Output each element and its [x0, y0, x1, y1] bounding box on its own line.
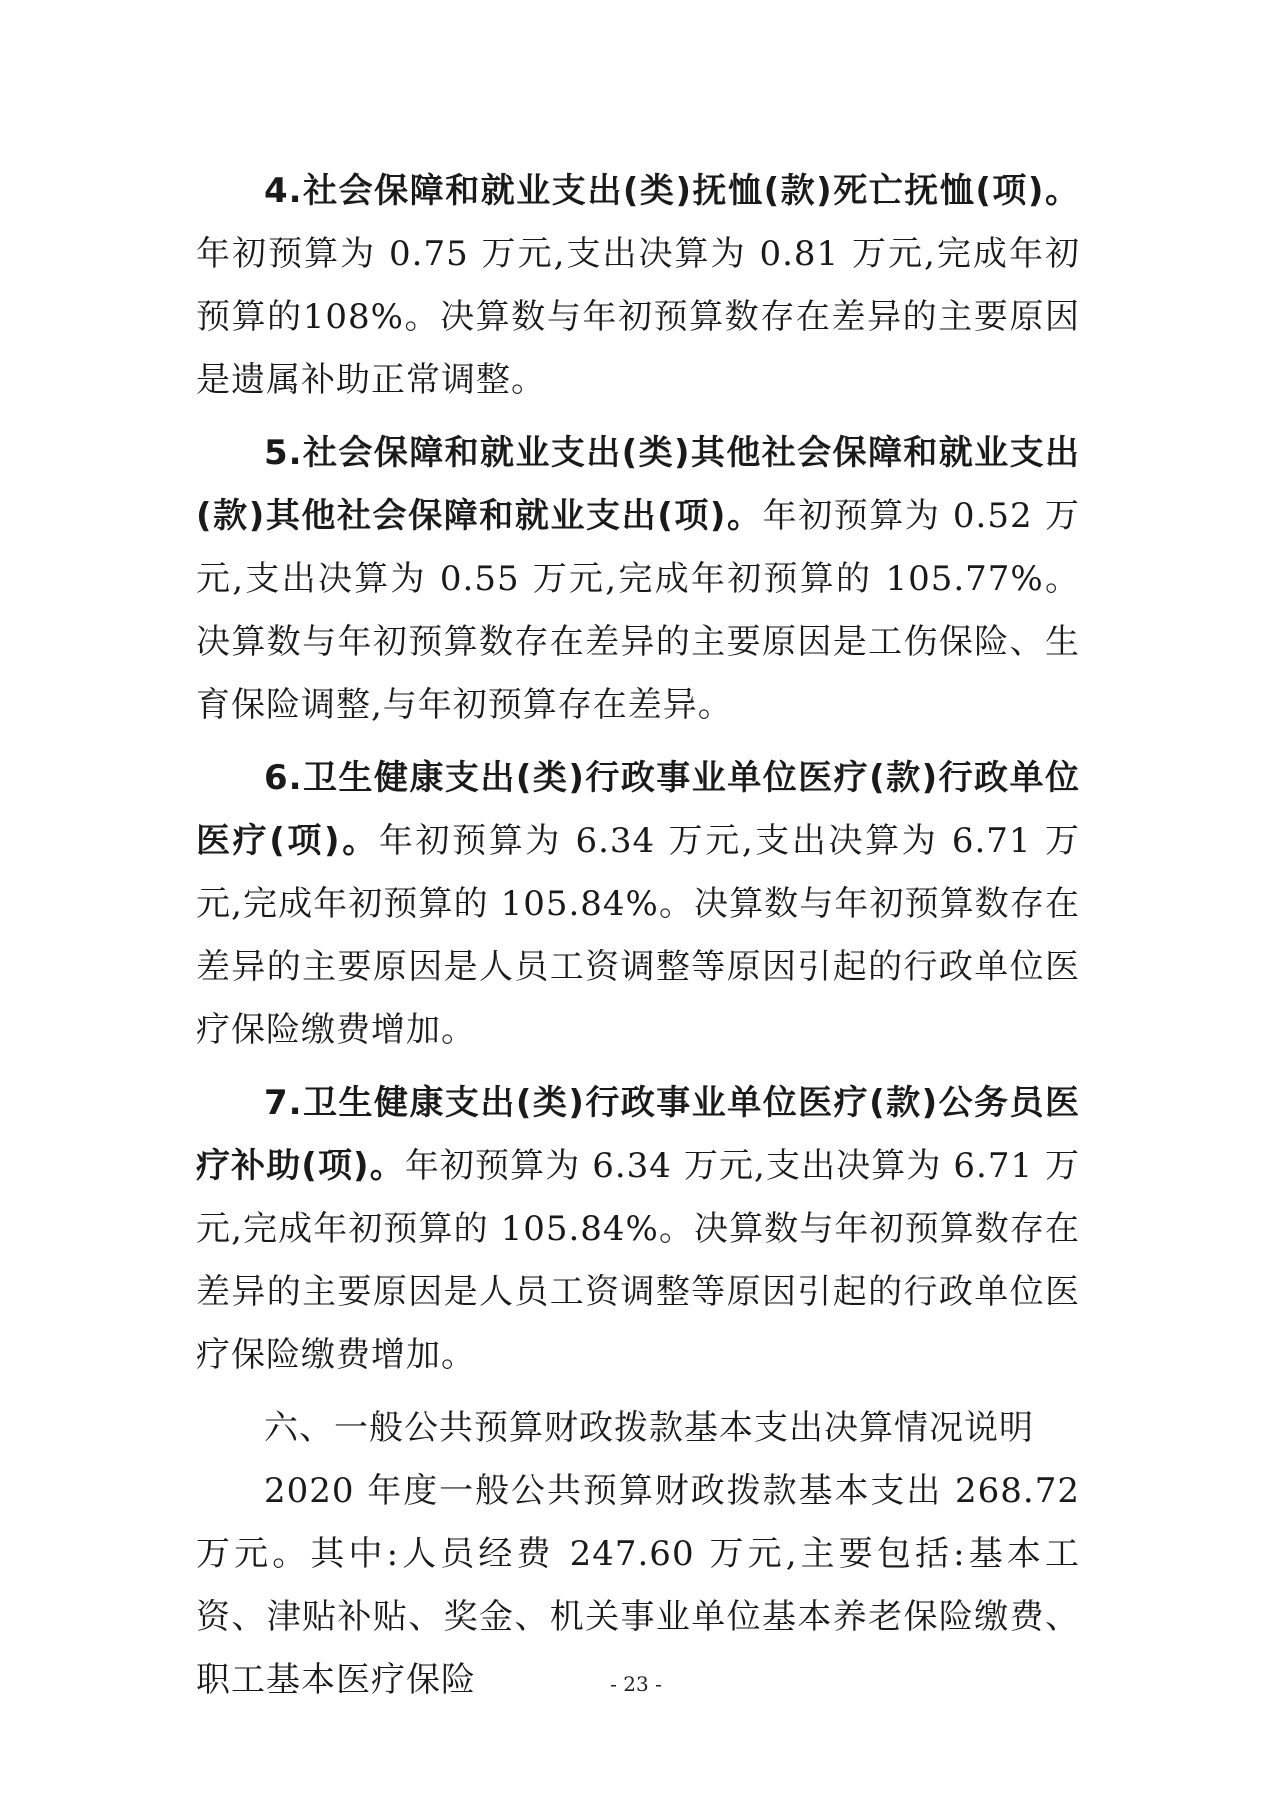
- item-paragraph-6: [196, 747, 1080, 1062]
- item-title-7: 7.卫生健康支出(类)行政事业单位医疗(款)公务员医疗补助(项)。: [196, 1083, 1080, 1186]
- item-paragraph-4: [196, 160, 1080, 412]
- item-text-5: 年初预算为 0.52 万元,支出决算为 0.55 万元,完成年初预算的 105.77%。决算数与年初预算数存在差异的主要原因是工伤保险、生育保险调整,与年初预算存在差异。: [196, 496, 1080, 725]
- item-paragraph-7: [196, 1072, 1080, 1387]
- section-paragraph: 2020 年度一般公共预算财政拨款基本支出 268.72 万元。其中:人员经费 247.60 万元,主要包括:基本工资、津贴补贴、奖金、机关事业单位基本养老保险缴费、职工基本医疗保险: [196, 1471, 1080, 1700]
- item-title-4: 4.社会保障和就业支出(类)抚恤(款)死亡抚恤(项)。: [264, 171, 1080, 211]
- item-title-5: 5.社会保障和就业支出(类)其他社会保障和就业支出(款)其他社会保障和就业支出(项)。: [196, 433, 1080, 536]
- page-number: - 23 -: [610, 1672, 662, 1696]
- item-text-4: 年初预算为 0.75 万元,支出决算为 0.81 万元,完成年初预算的108%。决算数与年初预算数存在差异的主要原因是遗属补助正常调整。: [196, 234, 1080, 400]
- document-page: [196, 160, 1080, 1722]
- item-paragraph-5: [196, 422, 1080, 737]
- section-heading: 六、一般公共预算财政拨款基本支出决算情况说明: [264, 1408, 1034, 1448]
- item-text-6: 年初预算为 6.34 万元,支出决算为 6.71 万元,完成年初预算的 105.84%。决算数与年初预算数存在差异的主要原因是人员工资调整等原因引起的行政单位医疗保险缴费增加。: [196, 821, 1080, 1050]
- item-title-6: 6.卫生健康支出(类)行政事业单位医疗(款)行政单位医疗(项)。: [196, 758, 1080, 861]
- item-text-7: 年初预算为 6.34 万元,支出决算为 6.71 万元,完成年初预算的 105.84%。决算数与年初预算数存在差异的主要原因是人员工资调整等原因引起的行政单位医疗保险缴费增加。: [196, 1146, 1081, 1375]
